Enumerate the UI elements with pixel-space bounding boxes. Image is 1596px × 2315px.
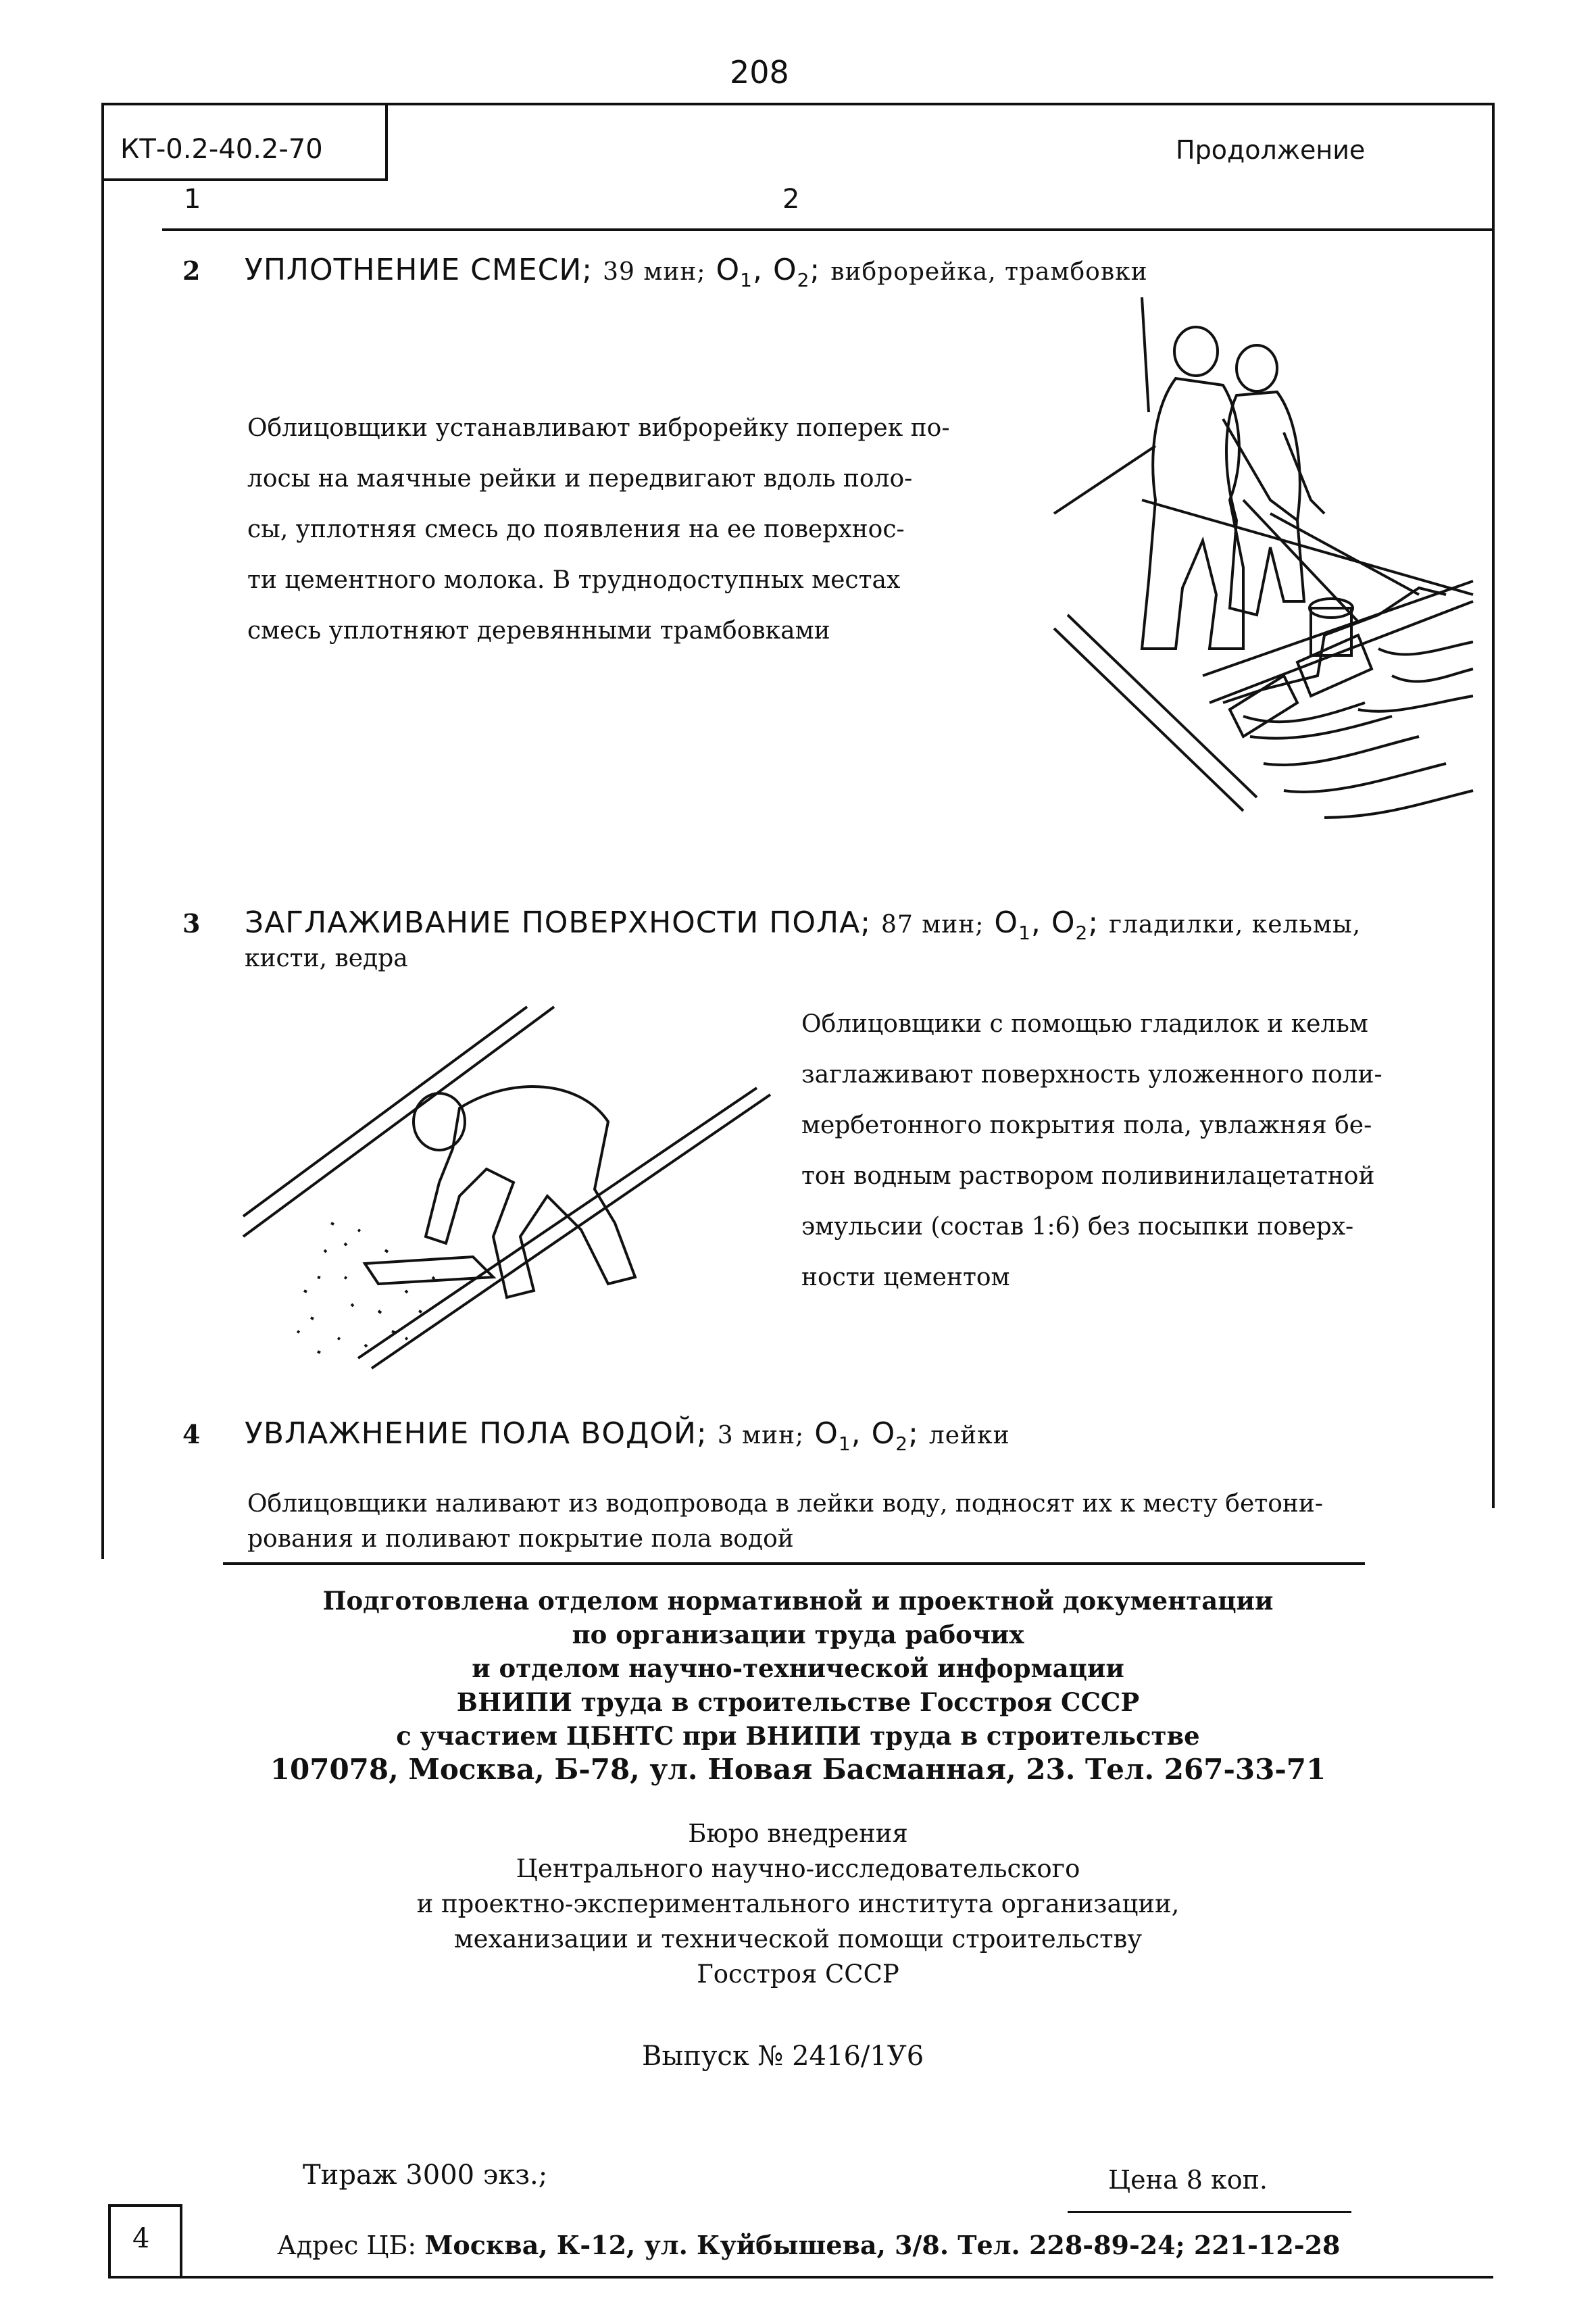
description-line: смесь уплотняют деревянными трамбовками [247,617,830,645]
bureau-line: Бюро внедрения [688,1819,908,1848]
bureau-line: механизации и технической помощи строительству [453,1924,1143,1953]
header-top-rule [101,103,1495,105]
circulation: Тираж 3000 экз.; [303,2160,548,2191]
worker-letter: О [772,253,797,287]
section-end-rule [223,1562,1365,1565]
frame-right-border [1492,103,1495,1508]
frame-left-border [101,103,104,1559]
vibro-screed-illustration [1041,297,1487,858]
worker-letter: О [716,253,741,287]
bureau-block [0,1816,1596,1992]
description-line: лосы на маячные рейки и передвигают вдоль поло- [247,465,913,493]
credit-line: и отделом научно-технической информации [472,1653,1124,1683]
operation-title: УПЛОТНЕНИЕ СМЕСИ; [245,253,593,287]
credit-line: ВНИПИ труда в строительстве Госстроя СССР [456,1687,1140,1717]
operation-number: 4 [182,1419,201,1449]
address-text: Москва, К-12, ул. Куйбышева, 3/8. Тел. 228-89-24; 221-12-28 [424,2230,1341,2260]
price-rule [1068,2211,1351,2213]
operation-description [247,1487,1323,1557]
worker-index: 2 [1075,921,1089,944]
footer-box-left [108,2204,111,2279]
worker-letter: О [814,1416,839,1451]
worker-letter: О [1051,905,1076,940]
description-line: ности цементом [801,1264,1010,1291]
operation-heading: УВЛАЖНЕНИЕ ПОЛА ВОДОЙ; 3 мин; $О_1$, $О_2$; лейки [245,1416,1010,1455]
operation-title: ЗАГЛАЖИВАНИЕ ПОВЕРХНОСТИ ПОЛА; [245,905,872,940]
worker-letter: О [994,905,1019,940]
price: Цена 8 коп. [1108,2165,1268,2195]
description-line: эмульсии (состав 1:6) без посыпки поверх- [801,1213,1354,1241]
operation-description [247,403,950,656]
code-box-divider [385,103,388,180]
column-header-1: 1 [184,184,201,215]
credit-line: по организации труда рабочих [572,1620,1024,1649]
document-code: КТ-0.2-40.2-70 [120,134,323,165]
page-number: 208 [730,54,789,91]
operation-description [801,999,1382,1303]
description-line: заглаживают поверхность уложенного поли- [801,1061,1382,1089]
operation-duration: 87 мин; [881,911,984,939]
address-line [277,2230,1341,2260]
floor-smoothing-illustration [230,993,784,1372]
footer-box-top [108,2204,182,2207]
worker-index: 2 [797,268,810,291]
worker-index: 1 [740,268,753,291]
operation-heading: ЗАГЛАЖИВАНИЕ ПОВЕРХНОСТИ ПОЛА; 87 мин; $О_1$, $О_2$; гладилки, кельмы, [245,905,1362,944]
operation-tools-continued: кисти, ведра [245,945,408,972]
operation-duration: 3 мин; [717,1422,805,1449]
description-line: Облицовщики устанавливают виброрейку поперек по- [247,414,950,442]
footer-box-right [180,2204,182,2279]
issue-number: Выпуск № 2416/1У6 [642,2041,924,2072]
address-label: Адрес ЦБ: [277,2231,417,2260]
footer-box-number: 4 [132,2223,150,2254]
bureau-line: и проектно-экспериментального института организации, [416,1889,1180,1918]
description-line: Облицовщики с помощью гладилок и кельм [801,1010,1368,1038]
worker-index: 1 [838,1432,851,1455]
credits-block [0,1584,1596,1787]
operation-tools: гладилки, кельмы, [1109,911,1362,939]
operation-tools: виброрейка, трамбовки [830,258,1148,286]
operation-heading: УПЛОТНЕНИЕ СМЕСИ; 39 мин; $О_1$, $О_2$; виброрейка, трамбовки [245,253,1148,291]
description-line: ти цементного молока. В труднодоступных местах [247,566,901,594]
description-line: тон водным раствором поливинилацетатной [801,1162,1375,1190]
credit-line: с участием ЦБНТС при ВНИПИ труда в строительстве [396,1721,1200,1751]
worker-index: 1 [1018,921,1031,944]
description-line: мербетонного покрытия пола, увлажняя бе- [801,1112,1372,1139]
credit-line: Подготовлена отделом нормативной и проектной документации [322,1586,1274,1616]
credit-line: 107078, Москва, Б-78, ул. Новая Басманная, 23. Тел. 267-33-71 [270,1753,1326,1786]
worker-index: 2 [895,1432,909,1455]
description-line: Облицовщики наливают из водопровода в лейки воду, подносят их к месту бетони- [247,1490,1324,1518]
bureau-line: Госстроя СССР [697,1960,899,1989]
column-header-2: 2 [782,184,800,215]
operation-title: УВЛАЖНЕНИЕ ПОЛА ВОДОЙ; [245,1416,707,1451]
code-box-bottom [101,178,388,181]
worker-letter: О [871,1416,896,1451]
description-line: рования и поливают покрытие пола водой [247,1525,794,1553]
bureau-line: Центрального научно-исследовательского [516,1854,1080,1883]
footer-box-bottom [108,2276,1493,2279]
description-line: сы, уплотняя смесь до появления на ее поверхнос- [247,516,905,543]
operation-duration: 39 мин; [603,258,706,286]
operation-tools: лейки [928,1422,1010,1449]
column-header-rule [162,228,1495,231]
operation-number: 2 [182,255,201,286]
operation-number: 3 [182,908,201,939]
continuation-label: Продолжение [1176,135,1366,165]
